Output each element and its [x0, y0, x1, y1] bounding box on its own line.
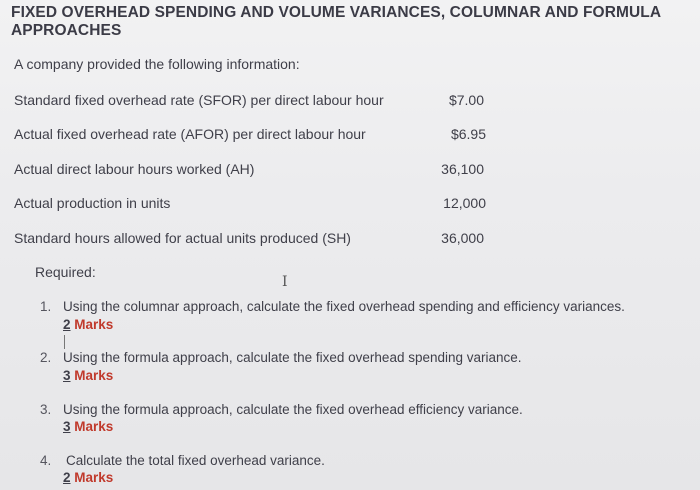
info-value: 36,000 — [441, 230, 484, 246]
insertion-caret — [64, 335, 65, 349]
info-row-sh — [14, 230, 484, 250]
marks-number: 2 — [63, 470, 71, 485]
question-text: Using the formula approach, calculate the fixed overhead spending variance. — [63, 350, 522, 365]
marks-number: 2 — [63, 317, 71, 332]
question-number: 4. — [40, 453, 52, 468]
intro-text: A company provided the following information: — [14, 56, 300, 72]
question-marks — [63, 317, 113, 332]
marks-number: 3 — [63, 368, 71, 383]
info-value: $7.00 — [448, 92, 484, 108]
marks-number: 3 — [63, 419, 71, 434]
marks-word: Marks — [74, 317, 114, 332]
text-cursor-icon: I — [282, 274, 288, 290]
info-label: Standard fixed overhead rate (SFOR) per direct labour hour — [14, 92, 384, 108]
page-title: FIXED OVERHEAD SPENDING AND VOLUME VARIANCES, COLUMNAR AND FORMULA APPROACHES — [11, 4, 661, 39]
info-label: Actual direct labour hours worked (AH) — [14, 161, 255, 177]
question-number: 1. — [40, 299, 52, 314]
question-number: 3. — [40, 402, 52, 417]
question-text: Calculate the total fixed overhead variance. — [66, 453, 325, 468]
question-marks — [63, 368, 113, 383]
info-row-ah — [14, 161, 484, 181]
info-label: Actual production in units — [14, 195, 171, 211]
marks-word: Marks — [74, 470, 114, 485]
question-text: Using the formula approach, calculate the fixed overhead efficiency variance. — [63, 402, 523, 417]
info-value: 12,000 — [443, 195, 486, 211]
info-row-sfor — [14, 92, 484, 112]
marks-word: Marks — [74, 368, 114, 383]
info-value: $6.95 — [450, 126, 486, 142]
question-marks — [63, 470, 113, 485]
marks-word: Marks — [74, 419, 114, 434]
info-row-afor — [14, 126, 486, 146]
info-row-production — [14, 195, 486, 215]
question-marks — [63, 419, 113, 434]
info-label: Standard hours allowed for actual units produced (SH) — [14, 230, 351, 246]
required-label: Required: — [35, 264, 96, 280]
question-text: Using the columnar approach, calculate the fixed overhead spending and efficiency variances. — [63, 299, 625, 314]
info-value: 36,100 — [441, 161, 484, 177]
info-label: Actual fixed overhead rate (AFOR) per direct labour hour — [14, 126, 366, 142]
question-number: 2. — [40, 350, 52, 365]
